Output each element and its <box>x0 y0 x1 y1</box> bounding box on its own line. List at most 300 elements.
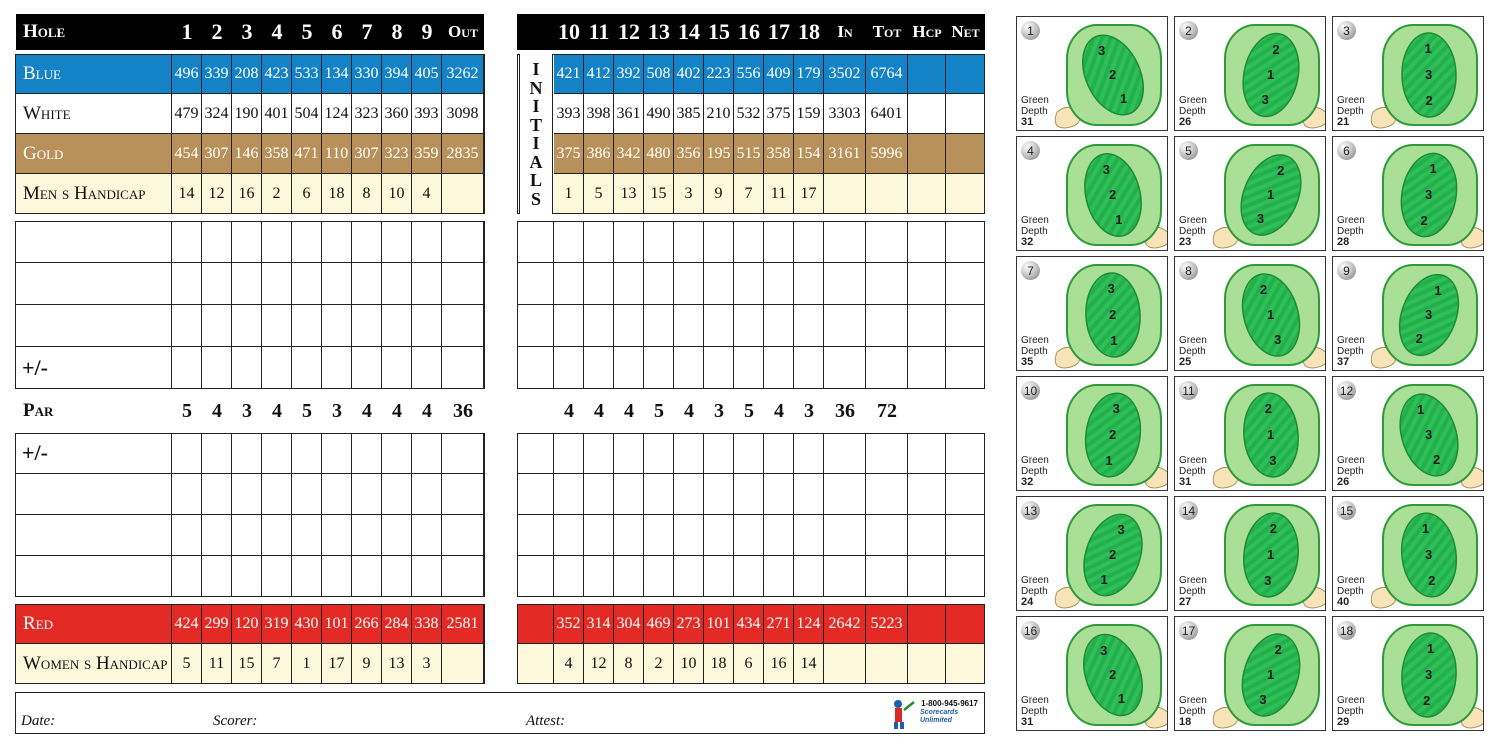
hole-number-badge: 18 <box>1337 621 1356 640</box>
pin-position-1: 1 <box>1267 187 1275 202</box>
score-cell <box>674 556 704 597</box>
green-depth-label-2: Depth <box>1337 586 1364 597</box>
attest-label: Attest: <box>526 713 566 729</box>
green-diagram-hole-14 <box>1174 496 1326 611</box>
score-cell <box>734 305 764 347</box>
hole-number-badge: 1 <box>1021 21 1040 40</box>
tee-name-blue: Blue <box>16 54 172 94</box>
yardage: 394 <box>382 54 412 94</box>
par-value: 4 <box>262 392 292 430</box>
pin-position-1: 1 <box>1100 571 1108 587</box>
green-depth-value: 40 <box>1337 596 1350 608</box>
hole-number-badge: 2 <box>1179 21 1198 40</box>
womens-handicap-value: 5 <box>172 644 202 684</box>
date-label: Date: <box>21 713 56 729</box>
yardage: 323 <box>352 94 382 134</box>
yardage: 360 <box>382 94 412 134</box>
yardage-in: 3303 <box>824 94 866 134</box>
score-cell <box>866 515 908 556</box>
green-depth <box>1021 695 1049 728</box>
green-depth-label-1: Green <box>1179 335 1207 346</box>
green-depth <box>1179 95 1207 128</box>
pin-position-1: 1 <box>1424 41 1432 56</box>
green-diagram-hole-18 <box>1332 616 1484 731</box>
score-cell <box>908 556 946 597</box>
yardage-in: 3161 <box>824 134 866 174</box>
womens-handicap-value: 16 <box>764 644 794 684</box>
green-depth-label-2: Depth <box>1337 706 1364 717</box>
blank-cell <box>442 644 484 684</box>
blank-cell <box>946 644 985 684</box>
green-depth <box>1021 575 1049 608</box>
score-cell <box>674 221 704 263</box>
yardage: 195 <box>704 134 734 174</box>
yardage: 398 <box>584 94 614 134</box>
par-value: 3 <box>322 392 352 430</box>
womens-handicap-value: 3 <box>412 644 442 684</box>
par-value: 5 <box>734 392 764 430</box>
net-label: Net <box>946 14 985 50</box>
yardage: 352 <box>554 604 584 644</box>
pin-position-3: 3 <box>1112 401 1120 417</box>
score-cell <box>172 474 202 515</box>
score-cell <box>674 263 704 305</box>
yardage-out: 2581 <box>442 604 484 644</box>
green-depth-label-1: Green <box>1179 695 1207 706</box>
yardage: 101 <box>704 604 734 644</box>
score-cell <box>554 221 584 263</box>
score-cell <box>734 556 764 597</box>
score-cell <box>764 474 794 515</box>
mens-handicap-value: 15 <box>644 174 674 214</box>
pin-position-1: 1 <box>1421 521 1430 537</box>
yardage: 386 <box>584 134 614 174</box>
score-cell <box>442 221 484 263</box>
par-value: 3 <box>794 392 824 430</box>
yardage: 533 <box>292 54 322 94</box>
yardage: 273 <box>674 604 704 644</box>
score-cell <box>734 263 764 305</box>
score-cell <box>382 556 412 597</box>
yardage: 409 <box>764 54 794 94</box>
score-cell <box>352 433 382 474</box>
pin-position-2: 2 <box>1109 427 1117 442</box>
pin-position-1: 1 <box>1267 67 1275 82</box>
yardage: 339 <box>202 54 232 94</box>
green-depth-label-1: Green <box>1021 695 1049 706</box>
green-depth-label-1: Green <box>1337 455 1365 466</box>
green-depth <box>1337 575 1365 608</box>
score-cell <box>866 556 908 597</box>
initials-column <box>519 54 553 214</box>
score-cell <box>202 474 232 515</box>
score-cell <box>764 347 794 389</box>
womens-handicap-value: 15 <box>232 644 262 684</box>
hole-number-13: 13 <box>644 14 674 50</box>
score-cell <box>202 221 232 263</box>
yardage: 146 <box>232 134 262 174</box>
green-depth <box>1179 215 1207 248</box>
score-cell <box>704 221 734 263</box>
score-cell <box>866 263 908 305</box>
green-depth-label-2: Depth <box>1021 586 1048 597</box>
out-label: Out <box>442 14 484 50</box>
green-diagram-hole-10 <box>1016 376 1168 491</box>
score-cell <box>412 474 442 515</box>
score-cell <box>442 515 484 556</box>
womens-handicap-value: 2 <box>644 644 674 684</box>
score-cell <box>382 474 412 515</box>
score-cell <box>946 221 985 263</box>
yardage: 190 <box>232 94 262 134</box>
pin-position-3: 3 <box>1264 572 1272 588</box>
green-depth-value: 31 <box>1021 716 1034 728</box>
score-cell <box>614 221 644 263</box>
score-cell <box>442 474 484 515</box>
score-cell <box>322 474 352 515</box>
par-total: 72 <box>866 392 908 430</box>
green-diagram-hole-7 <box>1016 256 1168 371</box>
yardage-total: 5223 <box>866 604 908 644</box>
initials-cell <box>517 347 554 389</box>
score-cell <box>322 263 352 305</box>
score-cell <box>866 433 908 474</box>
yardage: 210 <box>704 94 734 134</box>
score-cell <box>554 347 584 389</box>
yardage: 299 <box>202 604 232 644</box>
pin-position-1: 1 <box>1117 691 1126 707</box>
pin-position-3: 3 <box>1425 307 1433 322</box>
pin-position-1: 1 <box>1429 161 1437 177</box>
score-cell <box>674 305 704 347</box>
score-cell <box>442 305 484 347</box>
womens-handicap-value: 14 <box>794 644 824 684</box>
hole-number-badge: 5 <box>1179 141 1198 160</box>
par-value: 3 <box>704 392 734 430</box>
hole-label: Hole <box>16 14 172 50</box>
green-depth-label-2: Depth <box>1337 466 1364 477</box>
green-depth-value: 25 <box>1179 356 1192 368</box>
pin-position-1: 1 <box>1426 641 1435 657</box>
green-depth-label-2: Depth <box>1179 226 1206 237</box>
pin-position-3: 3 <box>1269 452 1277 468</box>
green-depth-label-1: Green <box>1021 335 1049 346</box>
green-depth <box>1021 455 1049 488</box>
score-cell <box>704 515 734 556</box>
pin-position-2: 2 <box>1269 521 1277 537</box>
score-cell <box>382 347 412 389</box>
pin-position-3: 3 <box>1425 427 1433 442</box>
green-diagram-hole-2 <box>1174 16 1326 131</box>
yardage: 342 <box>614 134 644 174</box>
score-cell <box>232 347 262 389</box>
score-cell <box>764 263 794 305</box>
green-depth-label-1: Green <box>1021 455 1049 466</box>
hole-number-badge: 9 <box>1337 261 1356 280</box>
yardage: 375 <box>554 134 584 174</box>
score-cell <box>674 433 704 474</box>
score-cell <box>704 347 734 389</box>
score-cell <box>292 347 322 389</box>
green-diagram-hole-4 <box>1016 136 1168 251</box>
mens-handicap-value: 5 <box>584 174 614 214</box>
scorer-label: Scorer: <box>213 713 258 729</box>
hole-number-1: 1 <box>172 14 202 50</box>
score-cell <box>554 515 584 556</box>
green-diagram-hole-13 <box>1016 496 1168 611</box>
score-cell <box>824 474 866 515</box>
score-cell <box>614 305 644 347</box>
yardage-total: 5996 <box>866 134 908 174</box>
score-cell <box>262 433 292 474</box>
par-value: 4 <box>614 392 644 430</box>
green-depth-label-2: Depth <box>1179 706 1206 717</box>
yardage-in: 2642 <box>824 604 866 644</box>
mens-handicap-value: 9 <box>704 174 734 214</box>
green-diagram-hole-6 <box>1332 136 1484 251</box>
score-cell <box>442 263 484 305</box>
green-depth-label-2: Depth <box>1337 346 1364 357</box>
score-cell <box>614 556 644 597</box>
score-cell <box>232 263 262 305</box>
womens-handicap-value: 4 <box>554 644 584 684</box>
player-name-cell <box>16 221 172 263</box>
score-cell <box>764 433 794 474</box>
score-cell <box>946 515 985 556</box>
pin-position-3: 3 <box>1256 210 1265 226</box>
par-value: 5 <box>644 392 674 430</box>
score-cell <box>554 263 584 305</box>
logo-name: Scorecards Unlimited <box>920 709 959 724</box>
initials-letter: S <box>530 188 541 209</box>
yardage-total: 6401 <box>866 94 908 134</box>
green-depth <box>1179 695 1207 728</box>
score-cell <box>734 433 764 474</box>
yardage: 134 <box>322 54 352 94</box>
blank-cell <box>824 174 866 214</box>
initials-cell <box>517 305 554 347</box>
score-cell <box>352 305 382 347</box>
score-cell <box>232 433 262 474</box>
par-out: 36 <box>442 392 484 430</box>
pin-position-1: 1 <box>1115 212 1123 228</box>
score-cell <box>352 221 382 263</box>
pin-position-2: 2 <box>1274 642 1282 658</box>
score-cell <box>442 347 484 389</box>
score-cell <box>704 556 734 597</box>
score-cell <box>908 347 946 389</box>
green-depth-label-1: Green <box>1179 455 1207 466</box>
score-cell <box>554 305 584 347</box>
green-depth-label-2: Depth <box>1021 346 1048 357</box>
womens-handicap-label: Women s Handicap <box>16 644 172 684</box>
hole-number-badge: 14 <box>1179 501 1198 520</box>
pin-position-2: 2 <box>1428 572 1436 588</box>
score-cell <box>734 474 764 515</box>
score-cell <box>382 433 412 474</box>
score-cell <box>644 347 674 389</box>
mens-handicap-value: 8 <box>352 174 382 214</box>
yardage: 556 <box>734 54 764 94</box>
score-cell <box>442 556 484 597</box>
score-cell <box>764 221 794 263</box>
yardage: 223 <box>704 54 734 94</box>
score-cell <box>824 515 866 556</box>
score-cell <box>866 221 908 263</box>
score-cell <box>644 305 674 347</box>
score-cell <box>172 305 202 347</box>
par-value: 4 <box>412 392 442 430</box>
yardage: 385 <box>674 94 704 134</box>
in-label: In <box>824 14 866 50</box>
par-value: 4 <box>674 392 704 430</box>
green-depth <box>1337 335 1365 368</box>
yardage: 154 <box>794 134 824 174</box>
green-depth-label-2: Depth <box>1179 586 1206 597</box>
score-cell <box>584 433 614 474</box>
net-cell <box>946 604 985 644</box>
pin-position-3: 3 <box>1425 547 1433 562</box>
pin-position-3: 3 <box>1098 43 1106 59</box>
pin-position-3: 3 <box>1259 691 1267 707</box>
blank-cell <box>866 174 908 214</box>
hole-number-badge: 16 <box>1021 621 1040 640</box>
green-depth-label-1: Green <box>1179 215 1207 226</box>
score-cell <box>322 347 352 389</box>
green-depth-value: 27 <box>1179 596 1192 608</box>
hcp-cell <box>908 134 946 174</box>
pin-position-3: 3 <box>1261 92 1269 108</box>
pin-position-2: 2 <box>1109 667 1117 682</box>
score-cell <box>824 263 866 305</box>
initials-letter: A <box>529 151 543 172</box>
mens-handicap-value: 12 <box>202 174 232 214</box>
yardage: 479 <box>172 94 202 134</box>
score-cell <box>584 556 614 597</box>
par-value: 4 <box>382 392 412 430</box>
yardage: 393 <box>412 94 442 134</box>
hole-number-badge: 13 <box>1021 501 1040 520</box>
yardage: 124 <box>322 94 352 134</box>
yardage: 338 <box>412 604 442 644</box>
plus-minus-label: +/- <box>16 433 172 474</box>
score-cell <box>794 474 824 515</box>
score-cell <box>584 305 614 347</box>
hcp-cell <box>908 604 946 644</box>
tee-name-white: White <box>16 94 172 134</box>
score-cell <box>412 515 442 556</box>
yardage: 421 <box>554 54 584 94</box>
score-cell <box>764 305 794 347</box>
pin-position-1: 1 <box>1119 90 1128 106</box>
score-cell <box>412 433 442 474</box>
yardage: 110 <box>322 134 352 174</box>
green-depth <box>1021 95 1049 128</box>
green-depth-label-1: Green <box>1337 95 1365 106</box>
green-depth <box>1021 335 1049 368</box>
initials-letter: I <box>532 96 540 117</box>
hole-number-badge: 11 <box>1179 381 1198 400</box>
yardage-out: 3098 <box>442 94 484 134</box>
score-cell <box>262 347 292 389</box>
score-cell <box>908 515 946 556</box>
yardage: 424 <box>172 604 202 644</box>
hcp-cell <box>908 54 946 94</box>
pin-position-2: 2 <box>1415 331 1423 347</box>
score-cell <box>764 556 794 597</box>
womens-handicap-value: 7 <box>262 644 292 684</box>
par-label: Par <box>16 392 172 430</box>
score-cell <box>352 474 382 515</box>
initials-letter: N <box>529 77 543 98</box>
green-depth-label-2: Depth <box>1179 106 1206 117</box>
yardage: 454 <box>172 134 202 174</box>
pin-position-3: 3 <box>1102 161 1110 177</box>
green-depth-value: 32 <box>1021 236 1034 248</box>
score-cell <box>946 347 985 389</box>
hole-number-17: 17 <box>764 14 794 50</box>
pin-position-3: 3 <box>1425 67 1433 82</box>
yardage: 266 <box>352 604 382 644</box>
score-cell <box>554 556 584 597</box>
hole-number-badge: 17 <box>1179 621 1198 640</box>
yardage: 358 <box>262 134 292 174</box>
tot-label: Tot <box>866 14 908 50</box>
green-depth-value: 18 <box>1179 716 1192 728</box>
pin-position-3: 3 <box>1100 642 1108 658</box>
score-cell <box>644 221 674 263</box>
score-cell <box>704 263 734 305</box>
score-cell <box>794 556 824 597</box>
yardage: 375 <box>764 94 794 134</box>
green-depth-value: 31 <box>1021 116 1034 128</box>
player-name-cell <box>16 305 172 347</box>
yardage: 319 <box>262 604 292 644</box>
initials-cell <box>517 263 554 305</box>
green-diagram-hole-5 <box>1174 136 1326 251</box>
pin-position-3: 3 <box>1425 667 1433 682</box>
green-depth-label-1: Green <box>1337 335 1365 346</box>
score-cell <box>734 347 764 389</box>
yardage: 101 <box>322 604 352 644</box>
green-depth-value: 28 <box>1337 236 1350 248</box>
net-cell <box>946 54 985 94</box>
score-cell <box>614 515 644 556</box>
yardage-out: 3262 <box>442 54 484 94</box>
score-cell <box>584 221 614 263</box>
score-cell <box>908 221 946 263</box>
score-cell <box>946 556 985 597</box>
hole-number-2: 2 <box>202 14 232 50</box>
yardage: 393 <box>554 94 584 134</box>
green-depth-label-2: Depth <box>1021 466 1048 477</box>
pin-position-3: 3 <box>1107 281 1115 297</box>
hole-number-8: 8 <box>382 14 412 50</box>
yardage: 179 <box>794 54 824 94</box>
green-depth-value: 37 <box>1337 356 1350 368</box>
score-cell <box>442 433 484 474</box>
score-cell <box>824 221 866 263</box>
womens-handicap-value: 6 <box>734 644 764 684</box>
mens-handicap-value: 3 <box>674 174 704 214</box>
yardage: 469 <box>644 604 674 644</box>
hole-number-11: 11 <box>584 14 614 50</box>
score-cell <box>232 556 262 597</box>
score-cell <box>382 305 412 347</box>
mens-handicap-value: 11 <box>764 174 794 214</box>
yardage: 412 <box>584 54 614 94</box>
yardage: 304 <box>614 604 644 644</box>
